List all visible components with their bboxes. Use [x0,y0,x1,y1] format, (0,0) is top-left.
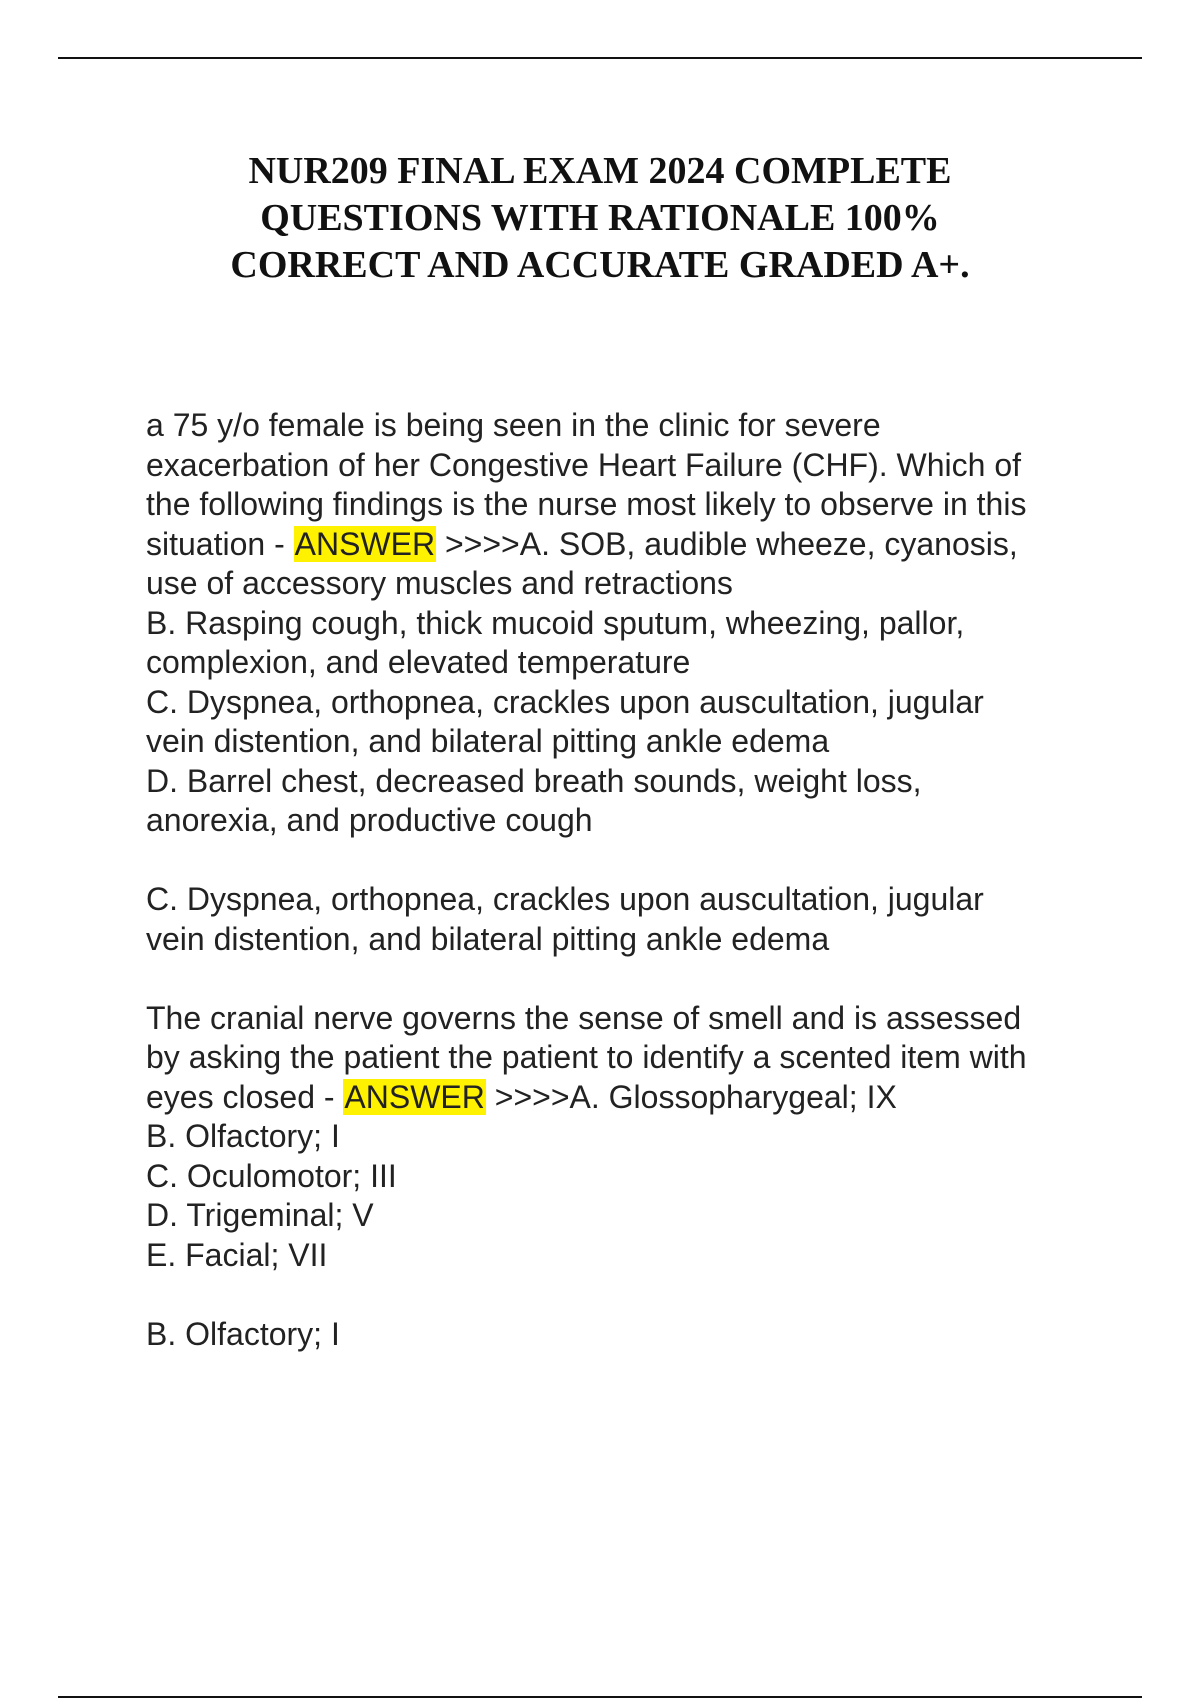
option-line: B. Rasping cough, thick mucoid sputum, wheezing, pallor, [146,604,965,641]
answer-highlight: ANSWER [344,1078,485,1115]
spacer [146,1275,1106,1315]
option-line: anorexia, and productive cough [146,802,593,838]
option-line: D. Trigeminal; V [146,1197,374,1233]
stem-prefix: eyes closed - [146,1078,344,1115]
correct-answer-line: B. Olfactory; I [146,1315,340,1352]
bottom-rule [58,1696,1142,1698]
answer-highlight: ANSWER [294,525,436,562]
option-line: D. Barrel chest, decreased breath sounds, weight loss, [146,762,922,799]
title-line: NUR209 FINAL EXAM 2024 COMPLETE [248,150,952,192]
question-stem-line: a 75 y/o female is being seen in the clinic for severe [146,407,881,443]
question-stem-answer-line [146,1078,1106,1118]
option-line: complexion, and elevated temperature [146,644,691,680]
correct-answer-line: C. Dyspnea, orthopnea, crackles upon auscultation, jugular [146,881,984,917]
question-block [146,999,1106,1355]
document-title [150,148,1050,289]
correct-answer-line: vein distention, and bilateral pitting ankle edema [146,920,830,957]
spacer [146,959,1106,999]
question-stem-line: the following findings is the nurse most likely to observe in this [146,486,1027,522]
spacer [146,841,1106,881]
title-line: QUESTIONS WITH RATIONALE 100% [260,197,940,239]
option-line: vein distention, and bilateral pitting ankle edema [146,723,830,759]
question-block [146,406,1106,959]
question-stem-answer-line [146,525,1106,565]
option-line: E. Facial; VII [146,1236,328,1273]
option-line: B. Olfactory; I [146,1118,340,1154]
option-line: C. Oculomotor; III [146,1157,397,1194]
document-body [146,406,1106,1354]
question-stem-line: by asking the patient the patient to identify a scented item with [146,1039,1027,1075]
question-stem-line: The cranial nerve governs the sense of smell and is assessed [146,999,1022,1036]
title-line: CORRECT AND ACCURATE GRADED A+. [230,244,970,286]
option-line: C. Dyspnea, orthopnea, crackles upon auscultation, jugular [146,683,984,720]
option-line: use of accessory muscles and retractions [146,565,733,601]
question-stem-line: exacerbation of her Congestive Heart Failure (CHF). Which of [146,446,1022,483]
top-rule [58,57,1142,59]
option-a: >>>>A. SOB, audible wheeze, cyanosis, [436,525,1018,562]
option-a: >>>>A. Glossopharygeal; IX [485,1078,897,1115]
stem-prefix: situation - [146,525,294,562]
